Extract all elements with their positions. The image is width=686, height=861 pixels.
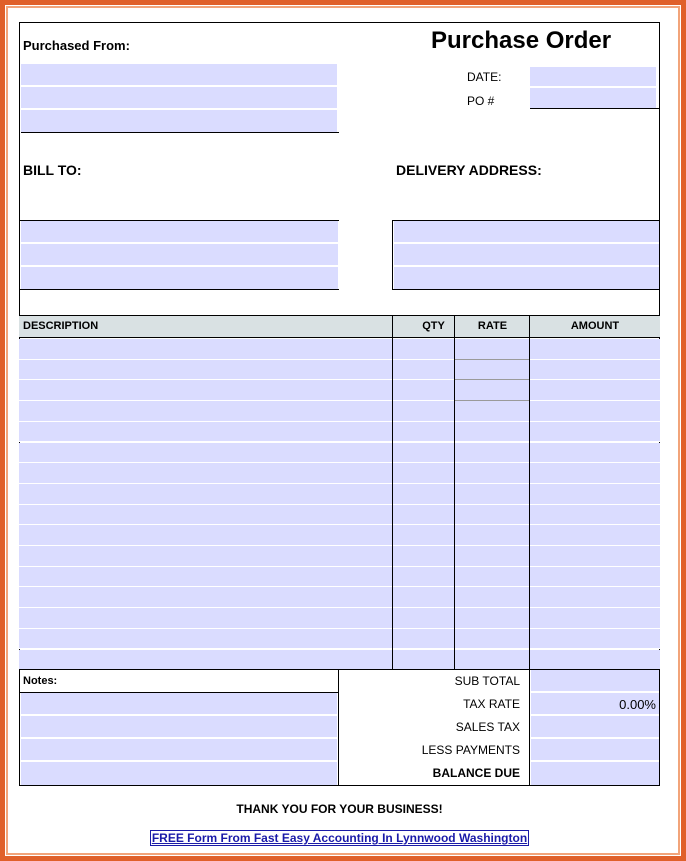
qty-cell[interactable] [393,505,454,526]
qty-cell[interactable] [393,463,454,484]
bill-to-underline [19,289,339,290]
table-row [19,505,660,526]
description-cell[interactable] [19,505,392,526]
tax-rate-label: TAX RATE [463,697,520,711]
table-row [19,546,660,567]
rate-cell[interactable] [455,546,529,567]
description-cell[interactable] [19,360,392,381]
description-cell[interactable] [19,546,392,567]
table-row [19,422,660,443]
table-row [19,629,660,650]
qty-cell[interactable] [393,629,454,650]
table-row [19,401,660,422]
col-description-header: DESCRIPTION [23,320,99,332]
qty-cell[interactable] [393,608,454,629]
description-cell[interactable] [19,587,392,608]
qty-cell[interactable] [393,422,454,443]
sub-total-label: SUB TOTAL [454,674,520,688]
amount-cell[interactable] [530,546,660,567]
rate-cell[interactable] [455,505,529,526]
rate-cell[interactable] [455,401,529,422]
amount-cell[interactable] [530,525,660,546]
vendor-line-2[interactable] [21,87,337,109]
po-underline [530,108,659,109]
notes-line-3[interactable] [21,739,337,761]
qty-cell[interactable] [393,380,454,401]
free-form-link[interactable]: FREE Form From Fast Easy Accounting In Lynnwood Washington [151,831,528,845]
amount-cell[interactable] [530,463,660,484]
description-cell[interactable] [19,443,392,464]
thank-you-message: THANK YOU FOR YOUR BUSINESS! [236,802,443,816]
table-row [19,525,660,546]
po-number-field[interactable] [530,88,656,108]
col-rate-header: RATE [477,320,508,332]
rate-cell[interactable] [455,463,529,484]
notes-line-1[interactable] [21,693,337,715]
description-cell[interactable] [19,525,392,546]
vendor-line-1[interactable] [21,64,337,86]
description-cell[interactable] [19,422,392,443]
amount-cell[interactable] [530,422,660,443]
qty-cell[interactable] [393,339,454,360]
col-divider-2 [454,315,455,670]
qty-cell[interactable] [393,587,454,608]
table-row [19,339,660,360]
rate-cell[interactable] [455,339,529,360]
totals-leftline [529,670,530,785]
qty-cell[interactable] [393,360,454,381]
col-qty-header: QTY [422,320,445,332]
rate-cell[interactable] [455,650,529,671]
table-row [19,484,660,505]
amount-cell[interactable] [530,567,660,588]
amount-cell[interactable] [530,339,660,360]
col-divider-1 [392,315,393,670]
rate-cell[interactable] [455,360,529,381]
bill-to-line-2[interactable] [21,244,338,266]
date-label: DATE: [467,70,502,84]
delivery-line-2[interactable] [394,244,659,266]
table-row [19,380,660,401]
sub-total-field[interactable] [531,670,659,692]
balance-due-label: BALANCE DUE [432,766,520,780]
delivery-address-label: DELIVERY ADDRESS: [396,162,542,178]
amount-cell[interactable] [530,608,660,629]
description-cell[interactable] [19,339,392,360]
bill-to-line-1[interactable] [21,221,338,243]
qty-cell[interactable] [393,401,454,422]
qty-cell[interactable] [393,650,454,671]
amount-cell[interactable] [530,401,660,422]
rate-cell[interactable] [455,567,529,588]
less-payments-field[interactable] [531,739,659,761]
table-row [19,360,660,381]
notes-label: Notes: [23,675,58,687]
amount-cell[interactable] [530,443,660,464]
rate-cell[interactable] [455,422,529,443]
table-row [19,587,660,608]
delivery-leftline [392,220,393,290]
footer-link-wrap [19,829,660,847]
rate-cell[interactable] [455,380,529,401]
description-cell[interactable] [19,629,392,650]
description-cell[interactable] [19,380,392,401]
rate-cell[interactable] [455,629,529,650]
delivery-underline [393,289,660,290]
amount-cell[interactable] [530,650,660,671]
sales-tax-field[interactable] [531,716,659,738]
amount-cell[interactable] [530,484,660,505]
description-cell[interactable] [19,463,392,484]
table-row [19,650,660,671]
notes-line-4[interactable] [21,762,337,785]
vendor-line-3[interactable] [21,110,337,132]
amount-cell[interactable] [530,360,660,381]
page-title: Purchase Order [431,27,612,54]
delivery-line-3[interactable] [394,267,659,289]
qty-cell[interactable] [393,443,454,464]
amount-cell[interactable] [530,587,660,608]
table-row [19,443,660,464]
notes-rightline [338,670,339,785]
description-cell[interactable] [19,650,392,671]
notes-line-2[interactable] [21,716,337,738]
rate-cell[interactable] [455,587,529,608]
vendor-underline [21,132,339,133]
less-payments-label: LESS PAYMENTS [421,743,520,757]
bill-to-label: BILL TO: [23,162,82,178]
sales-tax-label: SALES TAX [455,720,520,734]
bill-to-line-3[interactable] [21,267,338,289]
description-cell[interactable] [19,484,392,505]
table-row [19,463,660,484]
col-divider-3 [529,315,530,670]
qty-cell[interactable] [393,525,454,546]
items-table [19,315,660,670]
balance-due-field[interactable] [531,762,659,785]
amount-cell[interactable] [530,629,660,650]
date-field[interactable] [530,67,656,87]
amount-cell[interactable] [530,505,660,526]
rate-cell[interactable] [455,525,529,546]
rate-cell[interactable] [455,443,529,464]
table-row [19,608,660,629]
qty-cell[interactable] [393,484,454,505]
purchased-from-label: Purchased From: [23,38,130,53]
delivery-line-1[interactable] [394,221,659,243]
qty-cell[interactable] [393,567,454,588]
qty-cell[interactable] [393,546,454,567]
description-cell[interactable] [19,401,392,422]
tax-rate-value: 0.00% [619,697,656,712]
description-cell[interactable] [19,608,392,629]
po-label: PO # [467,94,495,108]
description-cell[interactable] [19,567,392,588]
col-amount-header: AMOUNT [570,320,620,332]
table-row [19,567,660,588]
rate-cell[interactable] [455,608,529,629]
amount-cell[interactable] [530,380,660,401]
rate-cell[interactable] [455,484,529,505]
